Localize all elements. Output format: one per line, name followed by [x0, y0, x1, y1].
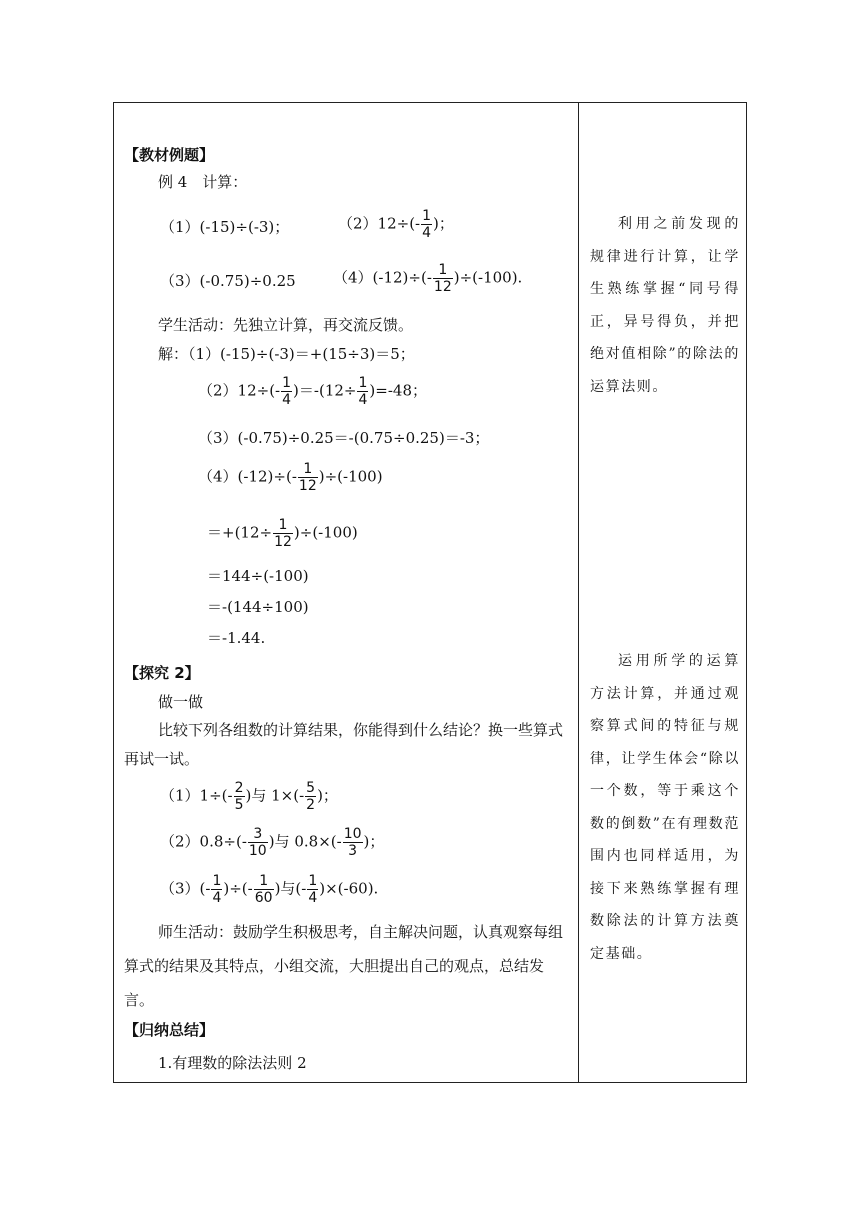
comparison-1: （1）1÷(- $\frac{2}{5}$ )与 1×(- $\frac{5}{2}$ )； [160, 780, 338, 813]
solution-3: （3）(-0.75)÷0.25＝-(0.75÷0.25)＝-3； [198, 429, 490, 447]
fraction: $\frac{1}{12}$ [433, 262, 452, 295]
division-rule-title: 1.有理数的除法法则 2 [158, 1054, 307, 1072]
teacher-student-activity: 师生活动：鼓励学生积极思考，自主解决问题，认真观察每组算式的结果及其特点，小组交流，大胆提出自己的观点，总结发言。 [124, 923, 564, 1009]
section-heading-explore-2: 【探究 2】 [124, 664, 200, 682]
fraction: $\frac{5}{2}$ [306, 780, 316, 813]
solution-1: 解：（1）(-15)÷(-3)＝+(15÷3)＝5； [158, 345, 415, 363]
fraction: $\frac{1}{12}$ [298, 461, 317, 494]
comparison-2: （2）0.8÷(- $\frac{3}{10}$ )与 0.8×(- $\frac{10}{3}$ )； [160, 826, 385, 859]
fraction: $\frac{1}{12}$ [274, 517, 292, 550]
section-heading-summary: 【归纳总结】 [124, 1021, 215, 1039]
column-divider [578, 102, 579, 1083]
comparison-3: （3）(- $\frac{1}{4}$ )÷(- $\frac{1}{60}$ )与(- $\frac{1}{4}$ )×(-60). [160, 873, 379, 906]
section-heading-textbook-examples: 【教材例题】 [124, 146, 215, 164]
fraction: $\frac{1}{60}$ [254, 873, 273, 906]
solution-4-step-4: ＝-1.44. [207, 629, 266, 647]
do-it-label: 做一做 [158, 693, 204, 711]
teaching-note-1: 利用之前发现的规律进行计算，让学生熟练掌握“同号得正，异号得负，并把绝对值相除”的除法的运算法则。 [590, 216, 740, 395]
fraction: $\frac{1}{4}$ [422, 208, 432, 241]
fraction: $\frac{1}{4}$ [282, 375, 292, 408]
compare-instruction: 比较下列各组数的计算结果，你能得到什么结论？换一些算式再试一试。 [124, 721, 564, 768]
fraction: $\frac{3}{10}$ [248, 826, 267, 859]
fraction: $\frac{2}{5}$ [234, 780, 244, 813]
fraction: $\frac{1}{4}$ [308, 873, 318, 906]
example-title: 例 4 计算： [158, 173, 248, 191]
student-activity: 学生活动：先独立计算，再交流反馈。 [158, 316, 414, 334]
solution-2: （2）12÷(- $\frac{1}{4}$ )＝-(12÷ $\frac{1}{4}$ )=-48； [198, 375, 427, 408]
solution-4-step-1: ＝+(12÷ $\frac{1}{12}$ )÷(-100) [207, 517, 358, 550]
fraction: $\frac{10}{3}$ [343, 826, 362, 859]
solution-4-step-2: ＝144÷(-100) [207, 567, 309, 585]
teaching-note-2: 运用所学的运算方法计算，并通过观察算式间的特征与规律，让学生体会“除以一个数，等于乘这个数的倒数”在有理数范围内也同样适用，为接下来熟练掌握有理数除法的计算方法奠定基础。 [590, 653, 740, 962]
solution-4: （4）(-12)÷(- $\frac{1}{12}$ )÷(-100) [198, 461, 383, 494]
solution-4-step-3: ＝-(144÷100) [207, 598, 309, 616]
fraction: $\frac{1}{4}$ [212, 873, 222, 906]
problem-1: （1）(-15)÷(-3)； [160, 218, 290, 236]
problem-2: （2）12÷(- $\frac{1}{4}$ )； [338, 208, 454, 241]
problem-4: （4）(-12)÷(- $\frac{1}{12}$ )÷(-100). [333, 262, 523, 295]
fraction: $\frac{1}{4}$ [358, 375, 368, 408]
problem-3: （3）(-0.75)÷0.25 [160, 272, 296, 290]
